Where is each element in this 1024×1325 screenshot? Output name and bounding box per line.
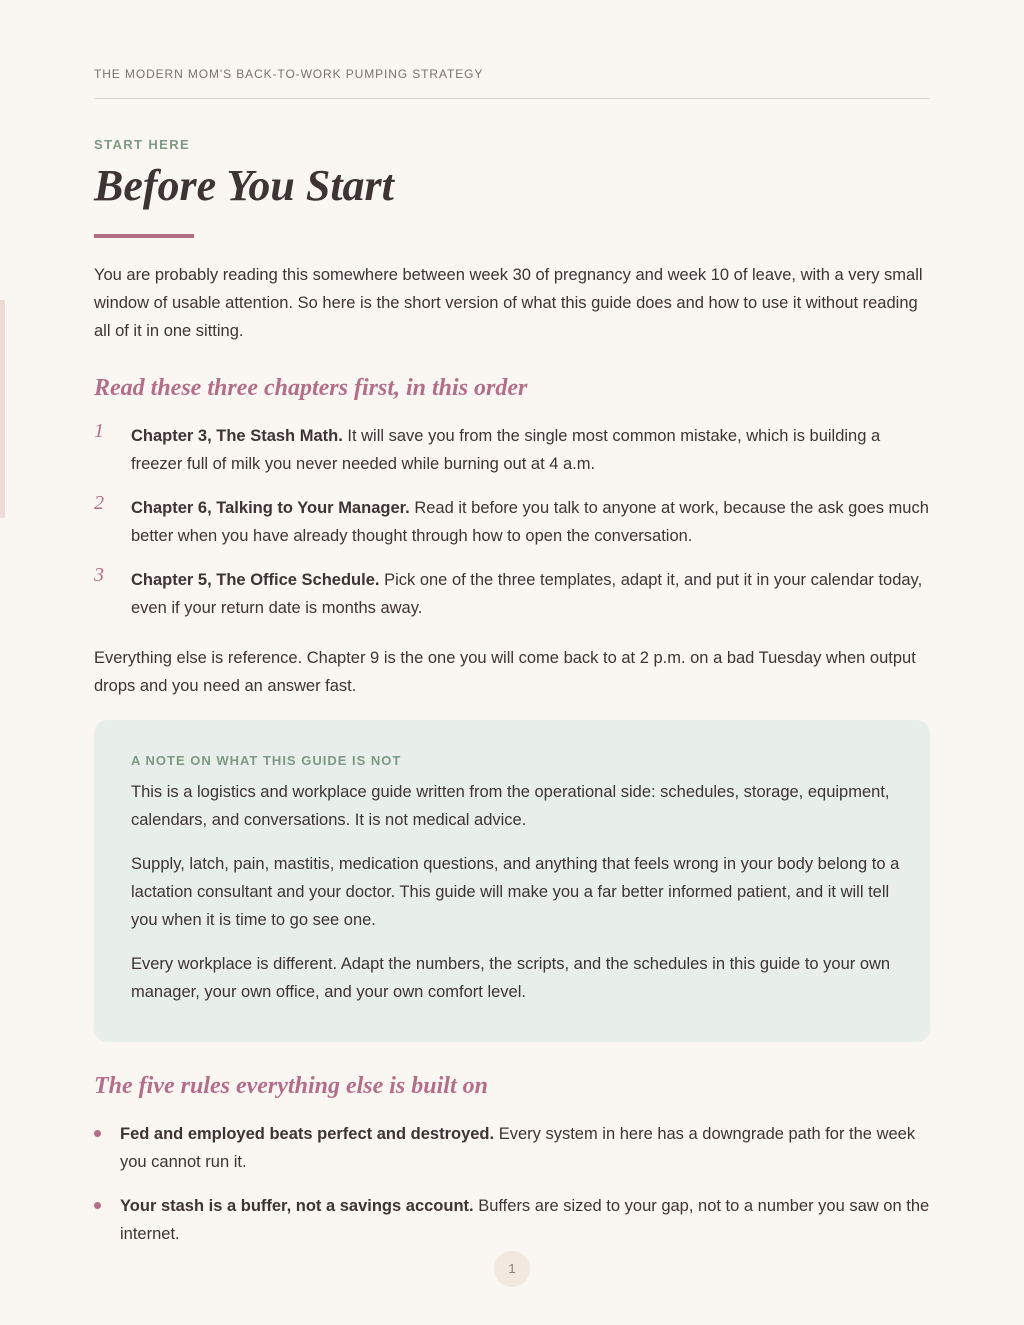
rules-heading: The five rules everything else is built on	[94, 1073, 488, 1099]
chapter-title: Chapter 6, Talking to Your Manager.	[131, 499, 410, 517]
chapter-list	[94, 422, 930, 622]
rule-title: Fed and employed beats perfect and destroyed.	[120, 1125, 495, 1143]
section-eyebrow: START HERE	[94, 137, 191, 152]
title-underline	[94, 234, 194, 238]
rule-description: Every system in here has a downgrade path for the week you cannot run it.	[120, 1125, 916, 1171]
chapter-description: It will save you from the single most common mistake, which is building a freezer full of milk you never needed while burning out at 4 a.m.	[131, 427, 881, 473]
chapters-heading: Read these three chapters first, in this order	[94, 375, 528, 401]
rule-text	[120, 1120, 930, 1176]
chapter-title: Chapter 3, The Stash Math.	[131, 427, 343, 445]
rule-description: Buffers are sized to your gap, not to a number you saw on the internet.	[120, 1197, 930, 1243]
note-content	[131, 752, 901, 1022]
note-label: A NOTE ON WHAT THIS GUIDE IS NOT	[131, 753, 402, 768]
chapter-text	[131, 422, 930, 478]
chapter-text	[131, 494, 930, 550]
chapter-number: 1	[94, 420, 104, 442]
chapter-item	[94, 422, 930, 478]
note-callout	[94, 720, 930, 1042]
rule-item	[94, 1120, 930, 1176]
chapter-item	[94, 566, 930, 622]
rules-list	[94, 1120, 930, 1248]
page-number: 1	[494, 1251, 530, 1287]
chapter-description: Read it before you talk to anyone at work, because the ask goes much better when you have already thought through how to open the conversation.	[131, 499, 929, 545]
bullet-dot-icon	[94, 1130, 101, 1137]
rule-text	[120, 1192, 930, 1248]
chapter-text	[131, 566, 930, 622]
chapter-title: Chapter 5, The Office Schedule.	[131, 571, 380, 589]
chapter-number: 2	[94, 492, 104, 514]
running-header: THE MODERN MOM'S BACK-TO-WORK PUMPING STRATEGY	[94, 67, 484, 81]
rule-item	[94, 1192, 930, 1248]
intro-paragraph: You are probably reading this somewhere between week 30 of pregnancy and week 10 of leave, with a very small window of usable attention. So here is the short version of what this guide does and how to use it without reading all of it in one sitting.	[94, 266, 923, 340]
chapter-number: 3	[94, 564, 104, 586]
chapter-description: Pick one of the three templates, adapt it, and put it in your calendar today, even if your return date is months away.	[131, 571, 923, 617]
note-paragraph: Supply, latch, pain, mastitis, medication questions, and anything that feels wrong in your body belong to a lactation consultant and your doctor. This guide will make you a far better informed patient, and it will tell you when it is time to go see one.	[131, 855, 900, 929]
chapter-item	[94, 494, 930, 550]
rule-title: Your stash is a buffer, not a savings account.	[120, 1197, 474, 1215]
note-paragraph: Every workplace is different. Adapt the numbers, the scripts, and the schedules in this guide to your own manager, your own office, and your own comfort level.	[131, 955, 891, 1001]
reference-paragraph: Everything else is reference. Chapter 9 is the one you will come back to at 2 p.m. on a bad Tuesday when output drops and you need an answer fast.	[94, 649, 916, 695]
page-title: Before You Start	[94, 161, 394, 210]
header-divider	[94, 98, 930, 99]
bullet-dot-icon	[94, 1202, 101, 1209]
note-paragraph: This is a logistics and workplace guide written from the operational side: schedules, storage, equipment, calendars, and conversations. It is not medical advice.	[131, 783, 890, 829]
left-edge-accent	[0, 300, 5, 518]
